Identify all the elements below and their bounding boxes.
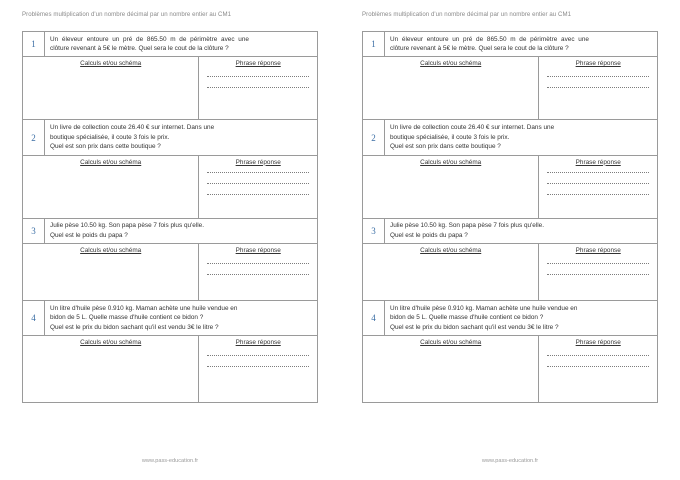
calculations-header: Calculs et/ou schéma: [80, 339, 142, 347]
answer-lines: [547, 172, 649, 205]
statement-line: Quel est le prix du bidon sachant qu'il est vendu 3€ le litre ?: [50, 324, 219, 332]
problem-statement: [45, 120, 317, 154]
problem-header: [23, 301, 317, 336]
problem-statement: [385, 120, 657, 154]
problem-number: 2: [23, 120, 45, 154]
problem-number: 2: [363, 120, 385, 154]
response-column[interactable]: [539, 336, 657, 402]
statement-line: Un livre de collection coute 26.40 € sur internet. Dans une: [390, 123, 555, 131]
calculations-header: Calculs et/ou schéma: [80, 60, 142, 68]
statement-line: Un litre d'huile pèse 0.910 kg. Maman achète une huile vendue en: [390, 304, 578, 312]
problem-header: [363, 301, 657, 336]
statement-line: bidon de 5 L. Quelle masse d'huile contient ce bidon ?: [50, 314, 204, 322]
statement-line: Quel est le poids du papa ?: [390, 231, 468, 239]
footer-url: www.pass-education.fr: [141, 458, 199, 464]
problem-block: [23, 120, 317, 218]
problem-work-area: [363, 57, 657, 119]
statement-line: Un éleveur entoure un pré de 865.50 m de périmètre avec une: [390, 35, 589, 43]
problem-number: 4: [23, 301, 45, 335]
calculations-blank-space[interactable]: [27, 256, 194, 297]
problem-statement: [45, 219, 317, 243]
problem-header: [23, 120, 317, 155]
answer-dotted-line[interactable]: [547, 87, 649, 88]
answer-dotted-line[interactable]: [547, 274, 649, 275]
statement-line: Quel est son prix dans cette boutique ?: [390, 143, 501, 151]
calculations-column[interactable]: [23, 336, 199, 402]
answer-lines: [547, 76, 649, 98]
answer-dotted-line[interactable]: [547, 172, 649, 173]
answer-lines: [207, 355, 309, 377]
problem-work-area: [363, 244, 657, 300]
calculations-header: Calculs et/ou schéma: [80, 247, 142, 255]
statement-line: Quel est le prix du bidon sachant qu'il est vendu 3€ le litre ?: [390, 324, 559, 332]
calculations-blank-space[interactable]: [27, 168, 194, 215]
problem-work-area: [23, 336, 317, 402]
calculations-column[interactable]: [363, 244, 539, 300]
statement-line: Un livre de collection coute 26.40 € sur internet. Dans une: [50, 123, 215, 131]
answer-dotted-line[interactable]: [207, 87, 309, 88]
response-column[interactable]: [199, 336, 317, 402]
footer-url: www.pass-education.fr: [481, 458, 539, 464]
problem-statement: [385, 219, 657, 243]
statement-line: Julie pèse 10.50 kg. Son papa pèse 7 fois plus qu'elle.: [50, 222, 204, 230]
problem-block: [23, 219, 317, 301]
statement-line: Un litre d'huile pèse 0.910 kg. Maman achète une huile vendue en: [50, 304, 238, 312]
page-title: Problèmes multiplication d'un nombre décimal par un nombre entier au CM1: [22, 11, 232, 18]
answer-dotted-line[interactable]: [547, 263, 649, 264]
problem-work-area: [23, 156, 317, 218]
answer-lines: [547, 355, 649, 377]
calculations-blank-space[interactable]: [367, 69, 534, 116]
response-column[interactable]: [539, 57, 657, 119]
answer-dotted-line[interactable]: [207, 194, 309, 195]
calculations-column[interactable]: [23, 57, 199, 119]
problem-statement: [385, 32, 657, 56]
problem-work-area: [23, 57, 317, 119]
calculations-column[interactable]: [363, 57, 539, 119]
problem-statement: [385, 301, 657, 335]
answer-dotted-line[interactable]: [547, 355, 649, 356]
response-column[interactable]: [199, 57, 317, 119]
calculations-column[interactable]: [23, 156, 199, 218]
problem-block: [363, 301, 657, 402]
statement-line: Julie pèse 10.50 kg. Son papa pèse 7 fois plus qu'elle.: [390, 222, 544, 230]
problems-table: [22, 31, 318, 403]
problem-statement: [45, 32, 317, 56]
problem-block: [23, 301, 317, 402]
answer-dotted-line[interactable]: [207, 76, 309, 77]
answer-lines: [207, 76, 309, 98]
problem-block: [363, 219, 657, 301]
answer-dotted-line[interactable]: [207, 183, 309, 184]
response-header: Phrase réponse: [575, 247, 621, 255]
response-header: Phrase réponse: [575, 158, 621, 166]
response-header: Phrase réponse: [235, 339, 281, 347]
calculations-blank-space[interactable]: [27, 348, 194, 399]
statement-line: bidon de 5 L. Quelle masse d'huile contient ce bidon ?: [390, 314, 544, 322]
answer-dotted-line[interactable]: [207, 263, 309, 264]
calculations-header: Calculs et/ou schéma: [80, 158, 142, 166]
statement-line: Un éleveur entoure un pré de 865.50 m de périmètre avec une: [50, 35, 249, 43]
problem-number: 1: [23, 32, 45, 56]
problem-number: 3: [23, 219, 45, 243]
response-header: Phrase réponse: [575, 339, 621, 347]
answer-lines: [207, 263, 309, 285]
statement-line: Quel est le poids du papa ?: [50, 231, 128, 239]
problem-number: 1: [363, 32, 385, 56]
problem-header: [363, 120, 657, 155]
statement-line: clôture revenant à 5€ le mètre. Quel sera le cout de la clôture ?: [390, 45, 569, 53]
response-header: Phrase réponse: [235, 60, 281, 68]
response-column[interactable]: [199, 156, 317, 218]
response-column[interactable]: [539, 244, 657, 300]
calculations-blank-space[interactable]: [27, 69, 194, 116]
response-column[interactable]: [199, 244, 317, 300]
answer-dotted-line[interactable]: [547, 183, 649, 184]
answer-dotted-line[interactable]: [547, 194, 649, 195]
answer-dotted-line[interactable]: [207, 355, 309, 356]
response-header: Phrase réponse: [235, 158, 281, 166]
statement-line: Quel est son prix dans cette boutique ?: [50, 143, 161, 151]
calculations-column[interactable]: [363, 336, 539, 402]
response-header: Phrase réponse: [575, 60, 621, 68]
calculations-header: Calculs et/ou schéma: [420, 158, 482, 166]
problem-header: [363, 219, 657, 244]
worksheet-copy-right: [340, 0, 680, 480]
problems-table: [362, 31, 658, 403]
calculations-column[interactable]: [23, 244, 199, 300]
calculations-blank-space[interactable]: [367, 168, 534, 215]
problem-block: [363, 120, 657, 218]
problem-work-area: [23, 244, 317, 300]
problem-header: [363, 32, 657, 57]
calculations-header: Calculs et/ou schéma: [420, 247, 482, 255]
problem-work-area: [363, 156, 657, 218]
calculations-header: Calculs et/ou schéma: [420, 60, 482, 68]
problem-number: 4: [363, 301, 385, 335]
response-header: Phrase réponse: [235, 247, 281, 255]
answer-lines: [547, 263, 649, 285]
answer-lines: [207, 172, 309, 205]
answer-dotted-line[interactable]: [207, 172, 309, 173]
problem-block: [23, 32, 317, 120]
answer-dotted-line[interactable]: [547, 76, 649, 77]
answer-dotted-line[interactable]: [207, 366, 309, 367]
problem-block: [363, 32, 657, 120]
response-column[interactable]: [539, 156, 657, 218]
statement-line: boutique spécialisée, il coute 3 fois le prix.: [390, 133, 510, 141]
statement-line: boutique spécialisée, il coute 3 fois le prix.: [50, 133, 170, 141]
answer-dotted-line[interactable]: [547, 366, 649, 367]
problem-header: [23, 32, 317, 57]
calculations-header: Calculs et/ou schéma: [420, 339, 482, 347]
problem-header: [23, 219, 317, 244]
problem-statement: [45, 301, 317, 335]
problem-work-area: [363, 336, 657, 402]
page-title: Problèmes multiplication d'un nombre décimal par un nombre entier au CM1: [362, 11, 572, 18]
calculations-blank-space[interactable]: [367, 348, 534, 399]
calculations-column[interactable]: [363, 156, 539, 218]
calculations-blank-space[interactable]: [367, 256, 534, 297]
answer-dotted-line[interactable]: [207, 274, 309, 275]
statement-line: clôture revenant à 5€ le mètre. Quel sera le cout de la clôture ?: [50, 45, 229, 53]
problem-number: 3: [363, 219, 385, 243]
